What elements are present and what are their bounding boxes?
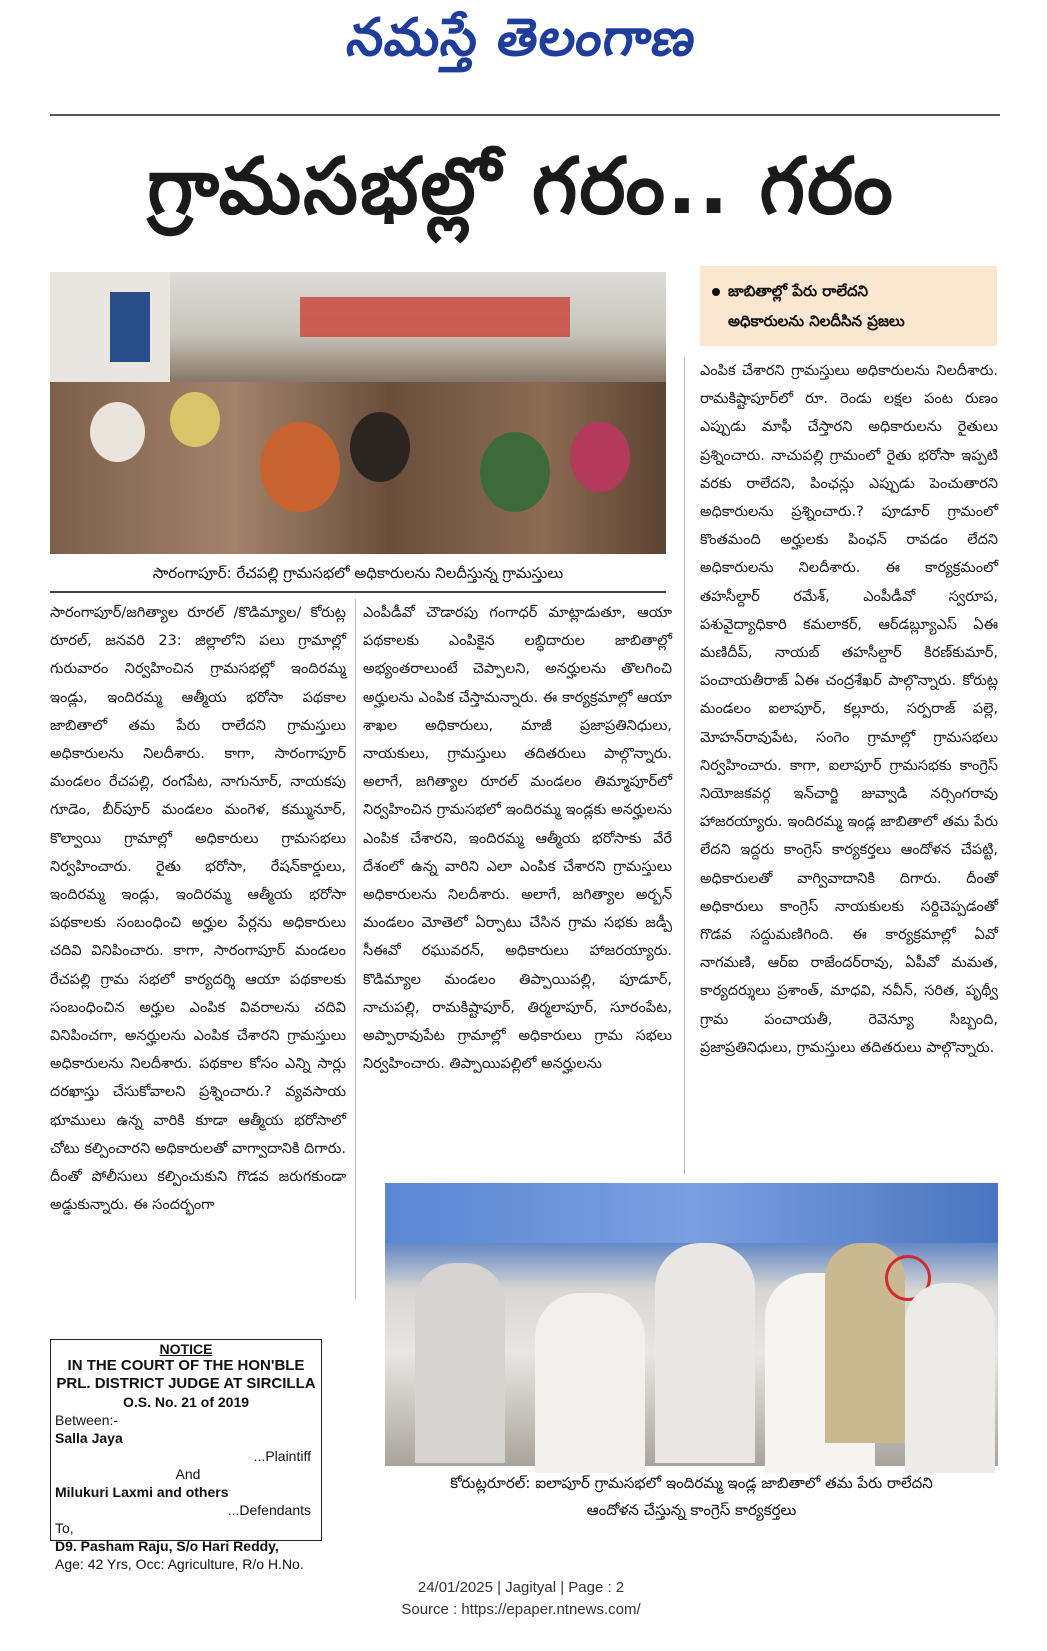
- photo-person: [170, 392, 220, 447]
- photo-person: [415, 1263, 505, 1463]
- photo-red-tent: [300, 297, 570, 337]
- footer-source-link[interactable]: Source : https://epaper.ntnews.com/: [401, 1601, 641, 1618]
- notice-and: And: [175, 1466, 201, 1482]
- headline: గ్రామసభల్లో గరం.. గరం: [147, 142, 895, 232]
- column-divider: [684, 357, 685, 1174]
- highlight-line2: అధికారులను నిలదీసిన ప్రజలు: [728, 312, 905, 330]
- notice-court-line1: IN THE COURT OF THE HON'BLE: [67, 1357, 305, 1374]
- photo-person: [570, 422, 630, 492]
- photo2-caption-line2: ఆందోళన చేస్తున్న కాంగ్రెస్ కార్యకర్తలు: [586, 1501, 797, 1519]
- photo-person: [90, 402, 145, 462]
- photo2-caption-line1: కోరుట్లరూరల్: ఐలాపూర్ గ్రామసభలో ఇందిరమ్మ ఇండ్ల జాబితాలో తమ పేరు రాలేదని: [450, 1474, 933, 1492]
- photo-village-meeting: [50, 272, 666, 554]
- notice-between: Between:-: [55, 1412, 119, 1428]
- notice-addressee: D9. Pasham Raju, S/o Hari Reddy,: [55, 1538, 279, 1554]
- photo1-caption: సారంగాపూర్: రేచపల్లి గ్రామసభలో అధికారులను నిలదీస్తున్న గ్రామస్తులు: [50, 560, 666, 593]
- photo-person: [350, 412, 410, 482]
- masthead-rule: [50, 114, 1000, 116]
- photo-congress-workers: [385, 1183, 998, 1466]
- column-divider: [355, 599, 356, 1299]
- highlight-box: [700, 266, 997, 346]
- bullet-icon: [712, 288, 720, 296]
- notice-court-line2: PRL. DISTRICT JUDGE AT SIRCILLA: [56, 1375, 316, 1392]
- photo2-caption: [385, 1470, 998, 1524]
- court-notice-ad: [50, 1339, 322, 1572]
- notice-plaintiff-name: Salla Jaya: [55, 1430, 123, 1446]
- photo-person: [655, 1243, 755, 1463]
- notice-plaintiff-role: ...Plaintiff: [253, 1448, 311, 1464]
- photo-person: [260, 422, 340, 512]
- article-column-3: [700, 357, 998, 1174]
- notice-addressee-detail: Age: 42 Yrs, Occ: Agriculture, R/o H.No.: [55, 1556, 304, 1572]
- notice-defendant-name: Milukuri Laxmi and others: [55, 1484, 229, 1500]
- photo-blue-tent: [385, 1183, 998, 1243]
- footer-date-edition: 24/01/2025 | Jagityal | Page : 2: [417, 1579, 625, 1596]
- photo-person: [905, 1283, 995, 1473]
- photo-person: [535, 1293, 645, 1473]
- article-text: ఎంపిక చేశారని గ్రామస్తులు అధికారులను నిలదీశారు. రామకిష్టాపూర్‌లో రూ. రెండు లక్షల పంట రుణం ఎప్పుడు మాఫీ చేస్తారని అధికారులను రైతులు ప్రశ్నించారు. నాచుపల్లి గ్రామంలో రైతు భరోసా ఇప్పటి వరకు రాలేదని, పింఛన్లు ఎప్పుడు పెంచుతారని అధికారులను ప్రశ్నించారు.? పూడూర్ గ్రామంలో కొంతమంది అర్హులకు పింఛన్ రావడం లేదని అధికారులను నిలదీశారు. ఈ కార్యక్రమంలో తహసీల్దార్ రమేశ్, ఎంపీడీవో స్వరూప, పశువైద్యాధికారి కమలాకర్, ఆర్‌డబ్ల్యూఎస్ ఏఈ మణిదీప్, నాయబ్ తహసీల్దార్ కిరణ్‌కుమార్, పంచాయతీరాజ్ ఏఈ చంద్రశేఖర్ పాల్గొన్నారు. కోరుట్ల మండలం ఐలాపూర్, కల్లూరు, సర్పరాజ్ పల్లె, మోహన్‌రావుపేట, సంగెం గ్రామాల్లో గ్రామసభలు నిర్వహించారు. కాగా, ఐలాపూర్ గ్రామసభకు కాంగ్రెస్ నియోజకవర్గ ఇన్‌చార్జి జువ్వాడి నర్సింగరావు హాజరయ్యారు. ఇందిరమ్మ ఇండ్ల జాబితాలో తమ పేరు లేదని ఇద్దరు కాంగ్రెస్ కార్యకర్తలు ఆందోళన చేపట్టి, అధికారులతో వాగ్వివాదానికి దిగారు. దీంతో అధికారులు కాంగ్రెస్ నాయకులకు సర్దిచెప్పడంతో గొడవ సద్దుమణిగింది. ఈ కార్యక్రమాల్లో ఏవో నాగమణి, ఆర్ఐ రాజేందర్‌రావు, ఏపీవో మమత, కార్యదర్శులు ప్రశాంత్, మాధవి, నవీన్, సరిత, పృథ్వీ గ్రామ పంచాయతీ, రెవెన్యూ సిబ్బంది, ప్రజాప్రతినిధులు, గ్రామస్తులు తదితరులు పాల్గొన్నారు.: [700, 363, 998, 1056]
- notice-to: To,: [55, 1520, 74, 1536]
- photo-person: [480, 432, 550, 512]
- article-column-2: [363, 599, 672, 1174]
- article-text: సారంగాపూర్/జగిత్యాల రూరల్ /కొడిమ్యాల/ కోరుట్ల రూరల్, జనవరి 23: జిల్లాలోని పలు గ్రామాల్లో గురువారం నిర్వహించిన గ్రామసభల్లో ఇందిరమ్మ ఇండ్లు, ఇందిరమ్మ ఆత్మీయ భరోసా పథకాల జాబితాలో తమ పేరు రాలేదని గ్రామస్తులు అధికారులను నిలదీశారు. కాగా, సారంగాపూర్ మండలం రేచపల్లి, రంగపేట, నాగునూర్, నాయకపు గూడెం, బీర్‌పూర్ మండలం మంగెళ, కమ్మునూర్, కొల్వాయి గ్రామాల్లో అధికారులు గ్రామసభలు నిర్వహించారు. రైతు భరోసా, రేషన్‌కార్డులు, ఇందిరమ్మ ఇండ్లు, ఇందిరమ్మ ఆత్మీయ భరోసా పథకాలకు సంబంధించి అర్హుల పేర్లను అధికారులు చదివి వినిపించారు. కాగా, సారంగాపూర్ మండలం రేచపల్లి గ్రామ సభలో కార్యదర్శి ఆయా పథకాలకు సంబంధించిన అర్హుల ఎంపిక వివరాలను చదివి వినిపించగా, అనర్హులను ఎంపిక చేశారని గ్రామస్తులు అధికారులను నిలదీశారు. పథకాల కోసం ఎన్ని సార్లు దరఖాస్తు చేసుకోవాలని ప్రశ్నించారు.? వ్యవసాయ భూములు ఉన్న వారికి కూడా ఆత్మీయ భరోసాలో చోటు కల్పించారని అధికారులతో వాగ్వాదానికి దిగారు. దీంతో పోలీసులు కల్పించుకుని గొడవ జరుగకుండా అడ్డుకున్నారు. ఈ సందర్భంగా: [50, 605, 346, 1214]
- article-column-1: [50, 599, 346, 1299]
- notice-case-number: O.S. No. 21 of 2019: [122, 1394, 250, 1410]
- masthead-logo: నమస్తే తెలంగాణ: [343, 8, 701, 68]
- article-text: ఎంపీడీవో చౌడారపు గంగాధర్ మాట్లాడుతూ, ఆయా పథకాలకు ఎంపికైన లబ్ధిదారుల జాబితాల్లో అభ్యంతరాలుంటే చెప్పాలని, అనర్హులను తొలగించి అర్హులను ఎంపిక చేస్తామన్నారు. ఈ కార్యక్రమాల్లో ఆయా శాఖల అధికారులు, మాజీ ప్రజాప్రతినిధులు, నాయకులు, గ్రామస్తులు తదితరులు పాల్గొన్నారు. అలాగే, జగిత్యాల రూరల్ మండలం తిమ్మాపూర్‌లో నిర్వహించిన గ్రామసభలో ఇందిరమ్మ ఇండ్లకు అనర్హులను ఎంపిక చేశారని, ఇందిరమ్మ ఆత్మీయ భరోసాకు వేరే దేశంలో ఉన్న వారిని ఎలా ఎంపిక చేశారని గ్రామస్తులు అధికారులను నిలదీశారు. అలాగే, జగిత్యాల అర్బన్ మండలం మోతెలో ఏర్పాటు చేసిన గ్రామ సభకు జడ్పీ సీఈవో రఘువరన్, అధికారులు హాజరయ్యారు. కొడిమ్యాల మండలం తిప్పాయిపల్లి, పూడూర్, నాచుపల్లి, రామకిష్టాపూర్, తిర్మలాపూర్, సూరంపేట, అప్పారావుపేట గ్రామాల్లో అధికారులు గ్రామ సభలు నిర్వహించారు. తిప్పాయిపల్లిలో అనర్హులను: [363, 605, 672, 1073]
- photo-doorway: [110, 292, 150, 362]
- highlight-line1: జాబితాల్లో పేరు రాలేదని: [728, 282, 869, 300]
- notice-defendant-role: ...Defendants: [227, 1502, 311, 1518]
- notice-title: NOTICE: [159, 1341, 213, 1357]
